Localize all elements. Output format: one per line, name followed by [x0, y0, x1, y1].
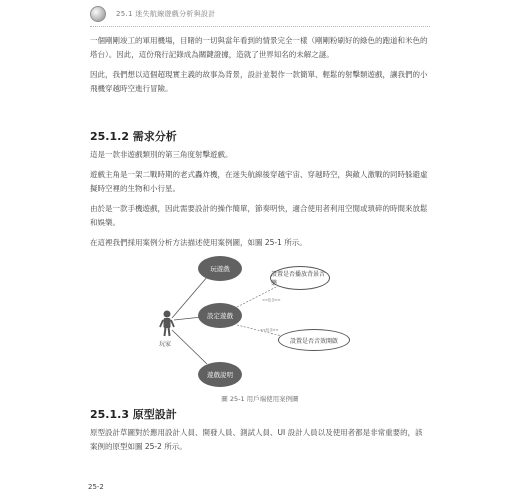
running-header-title: 25.1 迷失航線遊戲分析與設計	[116, 10, 216, 18]
extend-label: <<包含>>	[260, 328, 279, 332]
use-case-bgm: 設置是否播放背景音樂	[270, 266, 330, 290]
paragraph: 遊戲主角是一架二戰時期的老式轟炸機，在迷失航線後穿越宇宙、穿越時空，與敵人激戰的同時躲避虛擬時空裡的生物和小行星。	[90, 170, 428, 193]
extend-line	[237, 284, 282, 307]
association-line	[172, 330, 207, 364]
paragraph: 在這裡我們採用案例分析方法描述使用案例圖，如圖 25-1 所示。	[90, 238, 307, 247]
actor-label: 玩家	[159, 341, 172, 348]
figure-caption: 圖 25-1 用戶端使用案例圖	[221, 395, 299, 403]
paragraph: 因此，我們想以這個超現實主義的故事為背景，設計並製作一款簡單、輕鬆的射擊類遊戲，讓我們的小飛機穿越時空進行冒險。	[90, 70, 428, 93]
page-number: 25-2	[88, 483, 104, 491]
paragraph: 這是一款非遊戲類別的第三角度射擊遊戲。	[90, 150, 233, 159]
use-case-sfx: 設置是否音效開啟	[278, 329, 350, 351]
paragraph: 原型設計草圖對於應用設計人員、開發人員、測試人員、UI 設計人員以及使用者都是非常重要的，該案例的原型如圖 25-2 所示。	[90, 428, 423, 451]
actor-icon	[160, 311, 174, 337]
use-case-settings: 設定遊戲	[198, 303, 242, 328]
extend-label: <<包含>>	[262, 298, 281, 302]
use-case-help: 遊戲說明	[198, 362, 242, 387]
paragraph: 由於是一款手機遊戲，因此需要設計的操作簡單，節奏明快，適合使用者利用空閒或瑣碎的時間來放鬆和娛樂。	[90, 204, 428, 227]
section-heading: 25.1.3 原型設計	[90, 408, 177, 421]
use-case-play: 玩遊戲	[198, 256, 242, 281]
section-prototype	[90, 406, 430, 422]
paragraph: 一個剛剛竣工的軍用機場，目睹的一切與當年看到的情景完全一樣（剛剛粉刷好的綠色的跑道和米色的塔台）。因此，這份飛行記錄成為關鍵證據，造就了世界知名的未解之謎。	[90, 36, 428, 59]
section-heading: 25.1.2 需求分析	[90, 130, 177, 143]
prototype-text	[90, 426, 430, 454]
